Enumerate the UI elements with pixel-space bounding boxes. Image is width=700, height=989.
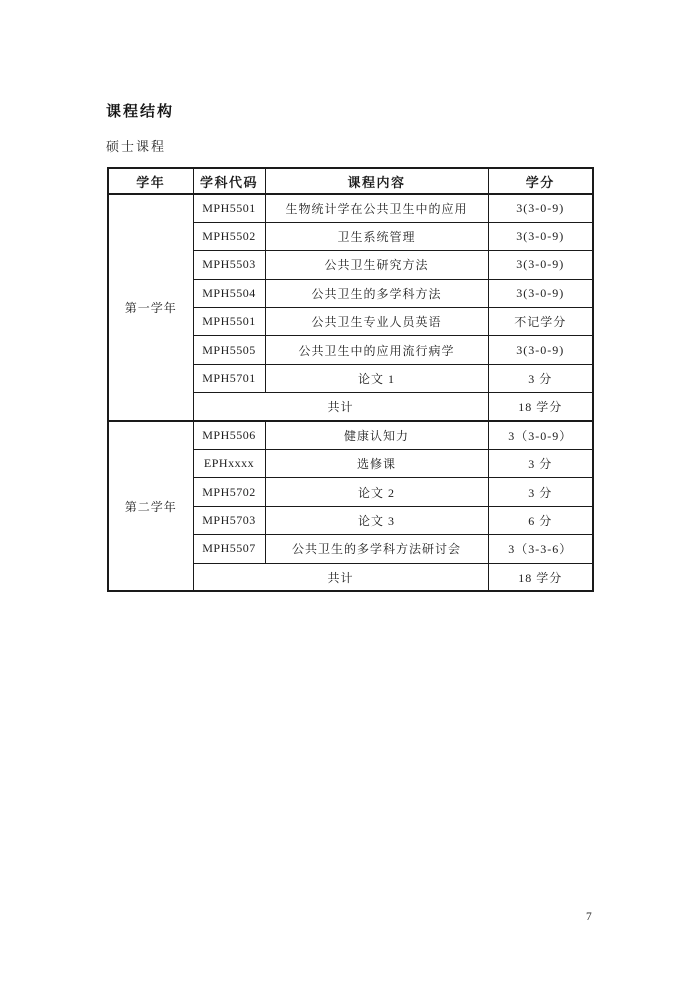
header-content: 课程内容 — [265, 168, 488, 194]
course-content-cell: 公共卫生专业人员英语 — [265, 308, 488, 336]
table-row — [108, 421, 593, 449]
course-content-cell: 公共卫生的多学科方法 — [265, 279, 488, 307]
course-content-cell: 公共卫生研究方法 — [265, 251, 488, 279]
course-credits-cell: 3(3-0-9) — [488, 194, 593, 222]
course-content-cell: 论文 1 — [265, 364, 488, 392]
course-credits-cell: 3（3-3-6） — [488, 535, 593, 563]
course-content-cell: 论文 2 — [265, 478, 488, 506]
course-credits-cell: 3(3-0-9) — [488, 251, 593, 279]
course-credits-cell: 3(3-0-9) — [488, 279, 593, 307]
course-code-cell: EPHxxxx — [193, 450, 265, 478]
header-code: 学科代码 — [193, 168, 265, 194]
course-content-cell: 卫生系统管理 — [265, 222, 488, 250]
course-credits-cell: 3(3-0-9) — [488, 222, 593, 250]
course-credits-cell: 6 分 — [488, 506, 593, 534]
course-content-cell: 选修课 — [265, 450, 488, 478]
document-subtitle: 硕士课程 — [106, 139, 167, 154]
course-code-cell: MPH5503 — [193, 251, 265, 279]
course-code-cell: MPH5702 — [193, 478, 265, 506]
course-code-cell: MPH5504 — [193, 279, 265, 307]
header-year: 学年 — [108, 168, 193, 194]
course-code-cell: MPH5701 — [193, 364, 265, 392]
course-content-cell: 生物统计学在公共卫生中的应用 — [265, 194, 488, 222]
course-code-cell: MPH5505 — [193, 336, 265, 364]
course-credits-cell: 3 分 — [488, 364, 593, 392]
total-label-cell: 共计 — [193, 563, 488, 591]
header-credits: 学分 — [488, 168, 593, 194]
course-code-cell: MPH5502 — [193, 222, 265, 250]
course-content-cell: 健康认知力 — [265, 421, 488, 449]
course-code-cell: MPH5703 — [193, 506, 265, 534]
total-credits-cell: 18 学分 — [488, 393, 593, 421]
course-credits-cell: 3(3-0-9) — [488, 336, 593, 364]
course-content-cell: 公共卫生中的应用流行病学 — [265, 336, 488, 364]
total-label-cell: 共计 — [193, 393, 488, 421]
table-header-row — [108, 168, 593, 194]
year-cell: 第二学年 — [108, 421, 193, 591]
course-credits-cell: 3 分 — [488, 478, 593, 506]
course-credits-cell: 不记学分 — [488, 308, 593, 336]
course-credits-cell: 3 分 — [488, 450, 593, 478]
course-credits-cell: 3（3-0-9） — [488, 421, 593, 449]
page-number: 7 — [586, 911, 592, 923]
total-credits-cell: 18 学分 — [488, 563, 593, 591]
course-code-cell: MPH5506 — [193, 421, 265, 449]
course-table — [107, 167, 594, 592]
table-row — [108, 194, 593, 222]
course-code-cell: MPH5507 — [193, 535, 265, 563]
course-code-cell: MPH5501 — [193, 194, 265, 222]
page-title: 课程结构 — [106, 103, 175, 120]
year-cell: 第一学年 — [108, 194, 193, 421]
course-content-cell: 公共卫生的多学科方法研讨会 — [265, 535, 488, 563]
course-code-cell: MPH5501 — [193, 308, 265, 336]
course-content-cell: 论文 3 — [265, 506, 488, 534]
